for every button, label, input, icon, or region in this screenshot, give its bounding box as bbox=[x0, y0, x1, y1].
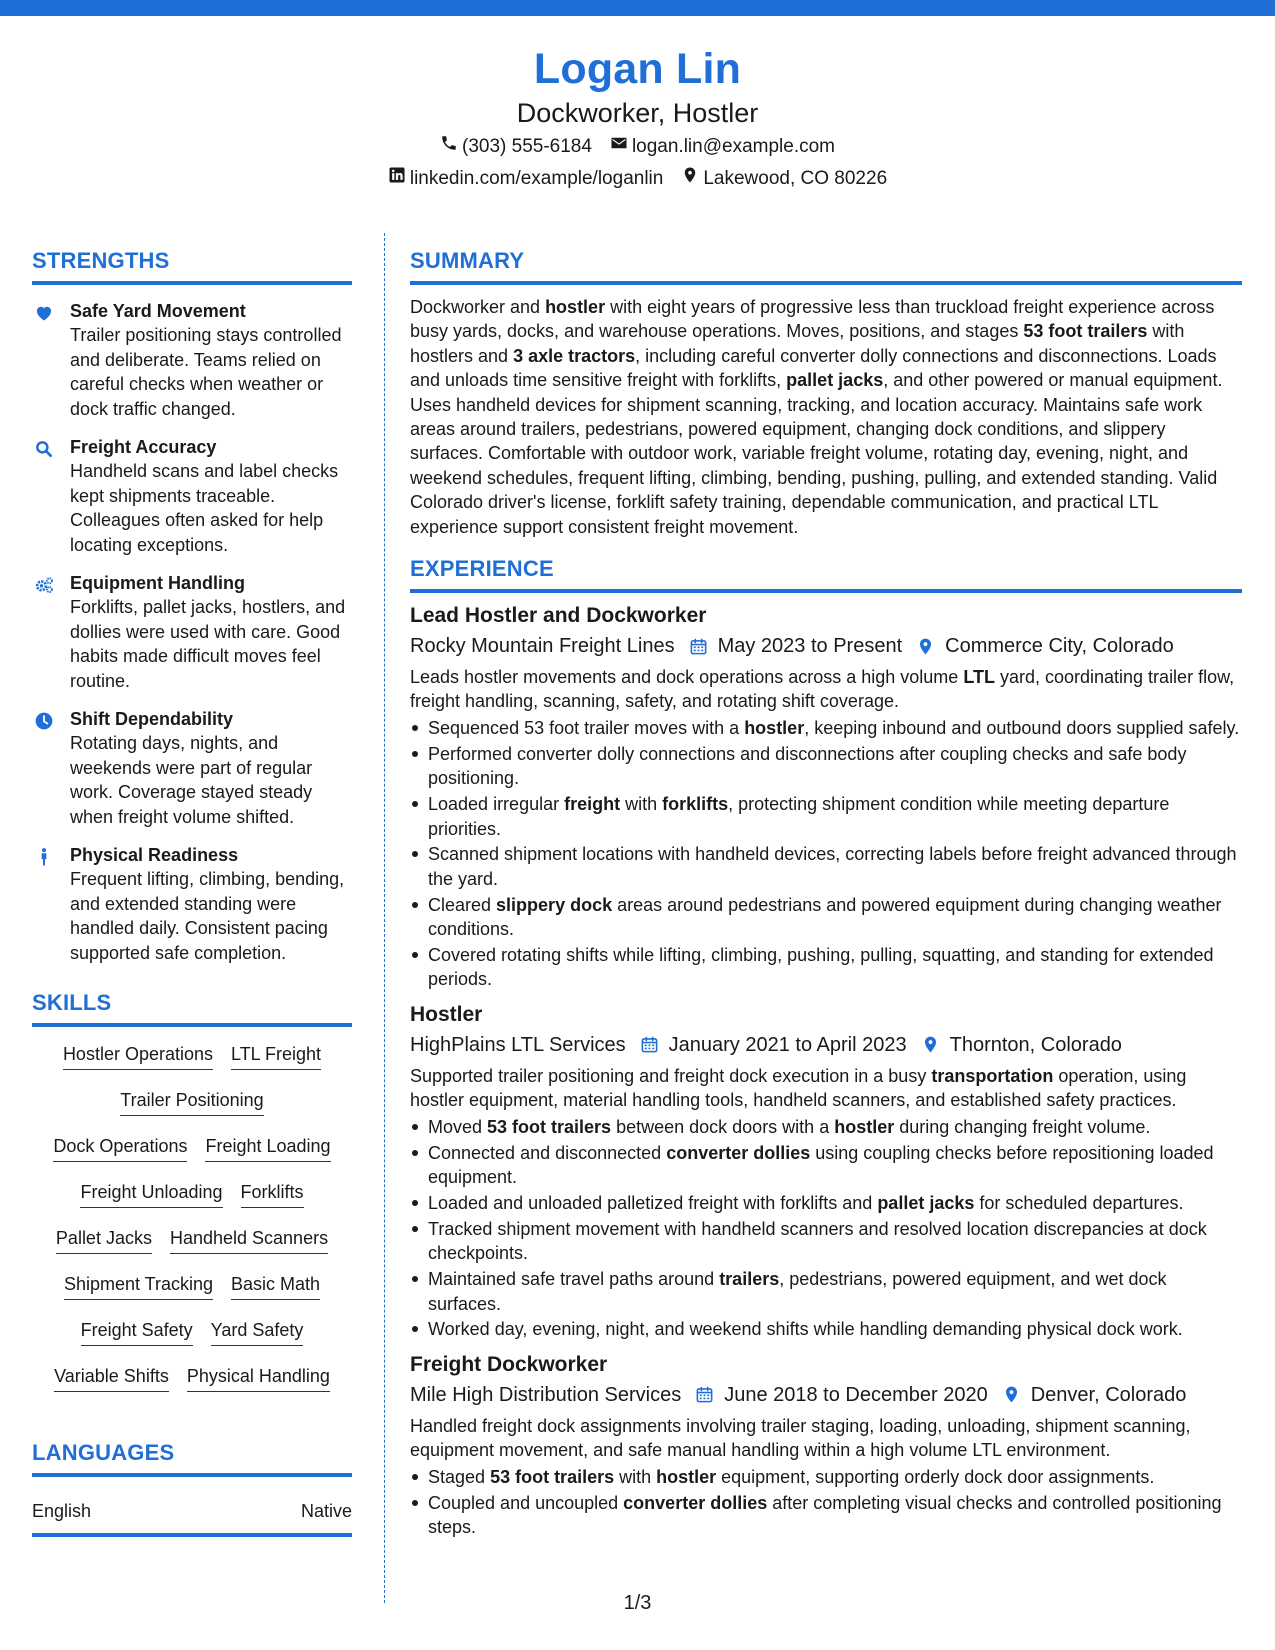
summary-text: Dockworker and hostler with eight years of progressive less than truckload freight experience across busy yards, docks, and warehouse operations. Moves, positions, and stages 53 foot trailers with hostlers and 3 axle tractors, including careful converter dolly connections and disconnections. Loads and unloads time sensitive freight with forklifts, pallet jacks, and other powered or manual equipment. Uses handheld devices for shipment scanning, tracking, and location accuracy. Maintains safe work areas around trailers, pedestrians, powered equipment, changing dock conditions, and slippery surfaces. Comfortable with outdoor work, variable freight volume, rotating day, evening, night, and weekend schedules, frequent lifting, climbing, bending, pushing, pulling, and extended standing. Valid Colorado driver's license, forklift safety training, dependable communication, and practical LTL experience support consistent freight movement. bbox=[410, 297, 1223, 537]
job-meta bbox=[410, 1030, 1242, 1060]
job-bullet: Loaded irregular freight with forklifts, protecting shipment condition while meeting departure priorities. bbox=[410, 792, 1242, 841]
person-icon bbox=[32, 843, 70, 965]
map-pin-icon bbox=[681, 164, 699, 194]
strength-title: Shift Dependability bbox=[70, 709, 234, 729]
job-bullet: Coupled and uncoupled converter dollies after completing visual checks and controlled positioning steps. bbox=[410, 1491, 1242, 1540]
contact-row-2 bbox=[0, 164, 1275, 194]
strength-title: Equipment Handling bbox=[70, 573, 245, 593]
job-bullet: Moved 53 foot trailers between dock doors with a hostler during changing freight volume. bbox=[410, 1115, 1242, 1139]
job-dates: January 2021 to April 2023 bbox=[668, 1033, 907, 1056]
strength-item bbox=[32, 707, 352, 829]
job-entry bbox=[410, 1350, 1242, 1540]
experience-rule bbox=[410, 589, 1242, 593]
job-company: Mile High Distribution Services bbox=[410, 1383, 682, 1406]
calendar-icon bbox=[640, 1035, 659, 1054]
strength-title: Freight Accuracy bbox=[70, 437, 217, 457]
job-bullet: Scanned shipment locations with handheld devices, correcting labels before freight advanced through the yard. bbox=[410, 842, 1242, 891]
email-contact[interactable] bbox=[610, 132, 835, 162]
skill-tag: Shipment Tracking bbox=[64, 1271, 213, 1300]
strength-desc: Frequent lifting, climbing, bending, and extended standing were handled daily. Consistent pacing supported safe completion. bbox=[70, 869, 345, 963]
strength-item bbox=[32, 571, 352, 693]
skill-tag: Freight Safety bbox=[81, 1317, 193, 1346]
strength-desc: Forklifts, pallet jacks, hostlers, and dollies were used with care. Good habits made difficult moves feel routine. bbox=[70, 597, 346, 691]
strength-desc: Rotating days, nights, and weekends were part of regular work. Coverage stayed steady when freight volume shifted. bbox=[70, 733, 313, 827]
strengths-heading: STRENGTHS bbox=[32, 248, 170, 273]
experience-heading: EXPERIENCE bbox=[410, 556, 554, 582]
skill-tag: Basic Math bbox=[231, 1271, 320, 1300]
linkedin-icon bbox=[388, 164, 406, 194]
gears-icon bbox=[32, 571, 70, 693]
job-bullet: Loaded and unloaded palletized freight with forklifts and pallet jacks for scheduled departures. bbox=[410, 1191, 1242, 1215]
job-company: HighPlains LTL Services bbox=[410, 1033, 626, 1056]
skill-tag: Handheld Scanners bbox=[170, 1225, 328, 1254]
strength-item bbox=[32, 299, 352, 421]
job-description: Leads hostler movements and dock operations across a high volume LTL yard, coordinating trailer flow, freight handling, scanning, safety, and rotating shift coverage. bbox=[410, 667, 1235, 712]
strength-title: Safe Yard Movement bbox=[70, 301, 246, 321]
skill-tag: Forklifts bbox=[241, 1179, 304, 1208]
top-accent-bar bbox=[0, 0, 1275, 16]
job-entry bbox=[410, 1000, 1242, 1342]
job-bullets bbox=[410, 1465, 1242, 1540]
map-pin-icon bbox=[1002, 1385, 1021, 1404]
map-pin-icon bbox=[916, 637, 935, 656]
linkedin-contact[interactable] bbox=[388, 164, 663, 194]
skill-tag: LTL Freight bbox=[231, 1041, 321, 1070]
job-bullet: Covered rotating shifts while lifting, climbing, pushing, pulling, squatting, and standing for extended periods. bbox=[410, 943, 1242, 992]
language-level: Native bbox=[300, 1501, 352, 1521]
calendar-icon bbox=[689, 637, 708, 656]
job-bullet: Maintained safe travel paths around trailers, pedestrians, powered equipment, and wet dock surfaces. bbox=[410, 1267, 1242, 1316]
skills-heading: SKILLS bbox=[32, 990, 112, 1015]
skills-list bbox=[32, 1027, 352, 1409]
language-row bbox=[32, 1499, 352, 1523]
job-bullet: Tracked shipment movement with handheld scanners and resolved location discrepancies at dock checkpoints. bbox=[410, 1217, 1242, 1266]
phone-contact[interactable] bbox=[440, 132, 592, 162]
job-bullets bbox=[410, 716, 1242, 992]
strength-item bbox=[32, 435, 352, 557]
job-bullet: Cleared slippery dock areas around pedestrians and powered equipment during changing weather conditions. bbox=[410, 893, 1242, 942]
job-entry bbox=[410, 601, 1242, 992]
summary-heading: SUMMARY bbox=[410, 248, 525, 273]
job-location: Commerce City, Colorado bbox=[945, 635, 1174, 658]
job-dates: May 2023 to Present bbox=[717, 635, 903, 658]
summary-rule bbox=[410, 281, 1242, 285]
language-level-bar bbox=[32, 1533, 352, 1537]
calendar-icon bbox=[695, 1385, 714, 1404]
location-contact bbox=[681, 164, 887, 194]
strength-title: Physical Readiness bbox=[70, 845, 239, 865]
skill-tag: Dock Operations bbox=[53, 1133, 187, 1162]
skill-tag: Variable Shifts bbox=[54, 1363, 169, 1392]
job-bullet: Connected and disconnected converter dollies using coupling checks before repositioning loaded equipment. bbox=[410, 1141, 1242, 1190]
job-title: Freight Dockworker bbox=[410, 1352, 608, 1376]
candidate-title: Dockworker, Hostler bbox=[516, 98, 759, 128]
map-pin-icon bbox=[921, 1035, 940, 1054]
job-location: Denver, Colorado bbox=[1030, 1383, 1187, 1406]
strength-desc: Handheld scans and label checks kept shipments traceable. Colleagues often asked for help locating exceptions. bbox=[70, 461, 339, 555]
linkedin-text: linkedin.com/example/loganlin bbox=[409, 168, 664, 189]
strength-desc: Trailer positioning stays controlled and deliberate. Teams relied on careful checks when weather or dock traffic changed. bbox=[70, 325, 342, 419]
languages-rule bbox=[32, 1473, 352, 1477]
languages-heading: LANGUAGES bbox=[32, 1440, 175, 1465]
skill-tag: Hostler Operations bbox=[63, 1041, 213, 1070]
resume-header bbox=[0, 42, 1275, 194]
skill-tag: Yard Safety bbox=[211, 1317, 304, 1346]
experience-list bbox=[410, 601, 1242, 1539]
page-number: 1/3 bbox=[623, 1592, 652, 1614]
job-bullet: Worked day, evening, night, and weekend shifts while handling demanding physical dock work. bbox=[410, 1317, 1242, 1341]
column-divider bbox=[384, 233, 385, 1603]
skill-tag: Pallet Jacks bbox=[56, 1225, 152, 1254]
envelope-icon bbox=[610, 132, 628, 162]
skill-tag: Freight Unloading bbox=[80, 1179, 222, 1208]
heart-icon bbox=[32, 299, 70, 421]
location-text: Lakewood, CO 80226 bbox=[703, 168, 888, 189]
job-title: Lead Hostler and Dockworker bbox=[410, 604, 707, 628]
job-bullets bbox=[410, 1115, 1242, 1342]
job-title: Hostler bbox=[410, 1002, 483, 1026]
job-meta bbox=[410, 1380, 1242, 1410]
skill-tag: Trailer Positioning bbox=[120, 1087, 263, 1116]
job-bullet: Sequenced 53 foot trailer moves with a hostler, keeping inbound and outbound doors supplied safely. bbox=[410, 716, 1242, 740]
job-meta bbox=[410, 631, 1242, 661]
phone-icon bbox=[440, 132, 458, 162]
search-icon bbox=[32, 435, 70, 557]
phone-text: (303) 555-6184 bbox=[462, 136, 592, 157]
job-location: Thornton, Colorado bbox=[949, 1033, 1122, 1056]
language-name: English bbox=[32, 1501, 92, 1521]
job-company: Rocky Mountain Freight Lines bbox=[410, 635, 675, 658]
candidate-name: Logan Lin bbox=[533, 45, 742, 93]
skill-tag: Freight Loading bbox=[205, 1133, 330, 1162]
skill-tag: Physical Handling bbox=[187, 1363, 330, 1392]
strengths-rule bbox=[32, 281, 352, 285]
job-dates: June 2018 to December 2020 bbox=[724, 1383, 988, 1406]
job-description: Handled freight dock assignments involving trailer staging, loading, unloading, shipment scanning, equipment movement, and safe manual handling within a high volume LTL environment. bbox=[410, 1415, 1191, 1461]
contact-row-1 bbox=[0, 132, 1275, 162]
job-bullet: Staged 53 foot trailers with hostler equipment, supporting orderly dock door assignments. bbox=[410, 1465, 1242, 1489]
job-bullet: Performed converter dolly connections and disconnections after coupling checks and safe body positioning. bbox=[410, 742, 1242, 791]
email-text: logan.lin@example.com bbox=[631, 136, 835, 157]
job-description: Supported trailer positioning and freight dock execution in a busy transportation operation, using hostler equipment, material handling tools, handheld scanners, and established safety practices. bbox=[410, 1065, 1187, 1111]
left-column bbox=[32, 245, 352, 1537]
right-column bbox=[410, 245, 1242, 1541]
strength-item bbox=[32, 843, 352, 965]
clock-icon bbox=[32, 707, 70, 829]
